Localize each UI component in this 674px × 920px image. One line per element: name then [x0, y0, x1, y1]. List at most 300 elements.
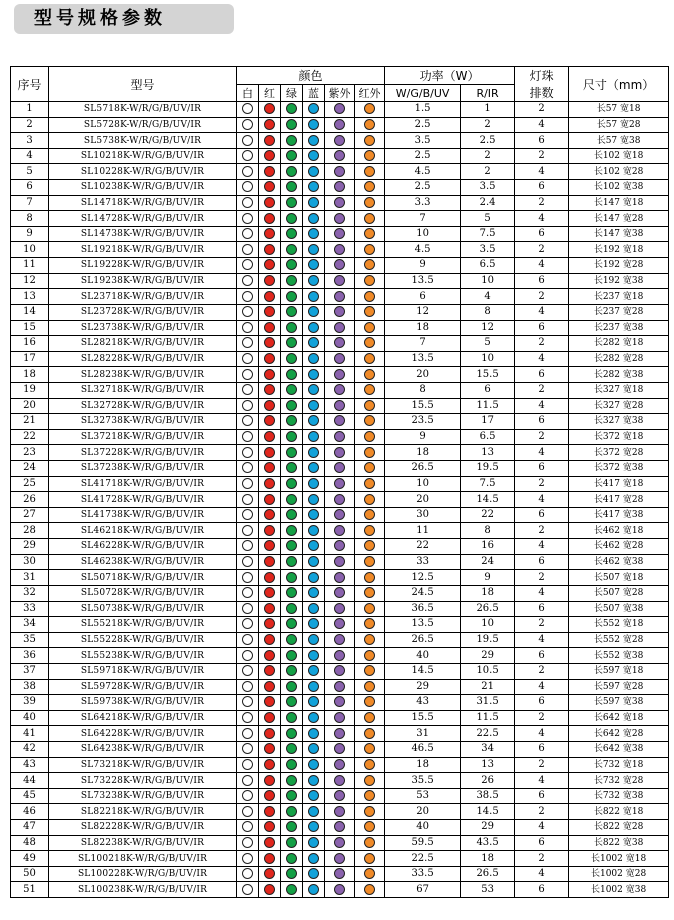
table-row — [11, 102, 669, 118]
purple-led-dot-icon — [334, 743, 345, 754]
white-led-dot-icon — [242, 447, 253, 458]
orange-led-dot-icon — [364, 431, 375, 442]
color-cell-red — [259, 102, 281, 118]
row-index: 48 — [11, 835, 49, 851]
color-cell-green — [281, 585, 303, 601]
color-cell-blue — [303, 617, 325, 633]
row-model: SL50738K-W/R/G/B/UV/IR — [49, 601, 237, 617]
color-cell-purple — [325, 273, 355, 289]
color-cell-orange — [355, 741, 385, 757]
row-model: SL46218K-W/R/G/B/UV/IR — [49, 523, 237, 539]
row-index: 46 — [11, 804, 49, 820]
red-led-dot-icon — [264, 462, 275, 473]
color-cell-orange — [355, 570, 385, 586]
row-power-rir: 29 — [461, 820, 515, 836]
purple-led-dot-icon — [334, 166, 345, 177]
white-led-dot-icon — [242, 306, 253, 317]
blue-led-dot-icon — [308, 603, 319, 614]
table-row — [11, 304, 669, 320]
red-led-dot-icon — [264, 790, 275, 801]
table-row — [11, 570, 669, 586]
table-row — [11, 741, 669, 757]
table-row — [11, 273, 669, 289]
row-power-rir: 34 — [461, 741, 515, 757]
green-led-dot-icon — [286, 884, 297, 895]
row-power-wgbuv: 18 — [385, 757, 461, 773]
row-power-rir: 29 — [461, 648, 515, 664]
purple-led-dot-icon — [334, 775, 345, 786]
row-model: SL100238K-W/R/G/B/UV/IR — [49, 882, 237, 898]
color-cell-orange — [355, 695, 385, 711]
row-power-rir: 2.5 — [461, 133, 515, 149]
white-led-dot-icon — [242, 259, 253, 270]
row-led-rows: 6 — [515, 461, 569, 477]
blue-led-dot-icon — [308, 213, 319, 224]
color-cell-purple — [325, 102, 355, 118]
row-led-rows: 4 — [515, 398, 569, 414]
color-cell-orange — [355, 117, 385, 133]
table-row — [11, 710, 669, 726]
row-power-rir: 15.5 — [461, 367, 515, 383]
blue-led-dot-icon — [308, 353, 319, 364]
color-cell-blue — [303, 429, 325, 445]
table-row — [11, 648, 669, 664]
row-power-rir: 43.5 — [461, 835, 515, 851]
row-model: SL41718K-W/R/G/B/UV/IR — [49, 476, 237, 492]
row-model: SL19238K-W/R/G/B/UV/IR — [49, 273, 237, 289]
table-row — [11, 663, 669, 679]
row-power-rir: 19.5 — [461, 461, 515, 477]
color-cell-green — [281, 679, 303, 695]
row-size: 长327 宽38 — [569, 414, 669, 430]
green-led-dot-icon — [286, 696, 297, 707]
white-led-dot-icon — [242, 291, 253, 302]
orange-led-dot-icon — [364, 525, 375, 536]
color-cell-orange — [355, 133, 385, 149]
green-led-dot-icon — [286, 525, 297, 536]
color-cell-white — [237, 648, 259, 664]
blue-led-dot-icon — [308, 509, 319, 520]
purple-led-dot-icon — [334, 509, 345, 520]
color-cell-blue — [303, 585, 325, 601]
green-led-dot-icon — [286, 400, 297, 411]
row-power-wgbuv: 2.5 — [385, 180, 461, 196]
color-cell-white — [237, 211, 259, 227]
row-index: 15 — [11, 320, 49, 336]
color-cell-purple — [325, 539, 355, 555]
color-cell-blue — [303, 133, 325, 149]
row-model: SL50718K-W/R/G/B/UV/IR — [49, 570, 237, 586]
row-led-rows: 2 — [515, 242, 569, 258]
purple-led-dot-icon — [334, 384, 345, 395]
color-cell-green — [281, 258, 303, 274]
purple-led-dot-icon — [334, 213, 345, 224]
table-row — [11, 492, 669, 508]
white-led-dot-icon — [242, 525, 253, 536]
color-cell-blue — [303, 679, 325, 695]
row-index: 1 — [11, 102, 49, 118]
row-model: SL28238K-W/R/G/B/UV/IR — [49, 367, 237, 383]
color-cell-orange — [355, 773, 385, 789]
table-row — [11, 851, 669, 867]
color-cell-orange — [355, 726, 385, 742]
row-led-rows: 2 — [515, 476, 569, 492]
row-led-rows: 6 — [515, 507, 569, 523]
row-power-wgbuv: 46.5 — [385, 741, 461, 757]
orange-led-dot-icon — [364, 353, 375, 364]
color-cell-purple — [325, 164, 355, 180]
white-led-dot-icon — [242, 821, 253, 832]
row-index: 25 — [11, 476, 49, 492]
purple-led-dot-icon — [334, 494, 345, 505]
table-row — [11, 773, 669, 789]
row-led-rows: 2 — [515, 617, 569, 633]
white-led-dot-icon — [242, 650, 253, 661]
row-led-rows: 6 — [515, 554, 569, 570]
row-power-wgbuv: 13.5 — [385, 273, 461, 289]
green-led-dot-icon — [286, 197, 297, 208]
row-size: 长1002 宽28 — [569, 866, 669, 882]
color-cell-red — [259, 289, 281, 305]
white-led-dot-icon — [242, 478, 253, 489]
blue-led-dot-icon — [308, 790, 319, 801]
orange-led-dot-icon — [364, 540, 375, 551]
red-led-dot-icon — [264, 540, 275, 551]
color-cell-white — [237, 804, 259, 820]
row-power-rir: 14.5 — [461, 492, 515, 508]
color-cell-green — [281, 211, 303, 227]
table-row — [11, 289, 669, 305]
red-led-dot-icon — [264, 259, 275, 270]
row-index: 34 — [11, 617, 49, 633]
color-cell-blue — [303, 273, 325, 289]
color-cell-red — [259, 710, 281, 726]
white-led-dot-icon — [242, 462, 253, 473]
row-power-wgbuv: 10 — [385, 476, 461, 492]
row-model: SL59738K-W/R/G/B/UV/IR — [49, 695, 237, 711]
red-led-dot-icon — [264, 634, 275, 645]
row-power-wgbuv: 15.5 — [385, 398, 461, 414]
red-led-dot-icon — [264, 665, 275, 676]
purple-led-dot-icon — [334, 478, 345, 489]
row-model: SL64218K-W/R/G/B/UV/IR — [49, 710, 237, 726]
orange-led-dot-icon — [364, 197, 375, 208]
color-cell-white — [237, 710, 259, 726]
blue-led-dot-icon — [308, 884, 319, 895]
color-cell-white — [237, 445, 259, 461]
color-cell-red — [259, 757, 281, 773]
row-index: 11 — [11, 258, 49, 274]
color-cell-green — [281, 570, 303, 586]
table-row — [11, 695, 669, 711]
color-cell-orange — [355, 663, 385, 679]
row-size: 长237 宽18 — [569, 289, 669, 305]
table-row — [11, 148, 669, 164]
purple-led-dot-icon — [334, 181, 345, 192]
color-cell-orange — [355, 258, 385, 274]
red-led-dot-icon — [264, 135, 275, 146]
row-index: 18 — [11, 367, 49, 383]
row-model: SL5738K-W/R/G/B/UV/IR — [49, 133, 237, 149]
green-led-dot-icon — [286, 618, 297, 629]
blue-led-dot-icon — [308, 275, 319, 286]
blue-led-dot-icon — [308, 494, 319, 505]
row-power-wgbuv: 8 — [385, 382, 461, 398]
white-led-dot-icon — [242, 213, 253, 224]
blue-led-dot-icon — [308, 743, 319, 754]
row-model: SL46238K-W/R/G/B/UV/IR — [49, 554, 237, 570]
table-row — [11, 554, 669, 570]
row-model: SL10238K-W/R/G/B/UV/IR — [49, 180, 237, 196]
color-cell-purple — [325, 741, 355, 757]
green-led-dot-icon — [286, 634, 297, 645]
row-size: 长237 宽38 — [569, 320, 669, 336]
row-led-rows: 4 — [515, 304, 569, 320]
orange-led-dot-icon — [364, 259, 375, 270]
blue-led-dot-icon — [308, 244, 319, 255]
color-cell-orange — [355, 164, 385, 180]
blue-led-dot-icon — [308, 322, 319, 333]
blue-led-dot-icon — [308, 759, 319, 770]
green-led-dot-icon — [286, 759, 297, 770]
purple-led-dot-icon — [334, 618, 345, 629]
row-size: 长282 宽18 — [569, 336, 669, 352]
color-cell-purple — [325, 320, 355, 336]
row-power-wgbuv: 31 — [385, 726, 461, 742]
red-led-dot-icon — [264, 291, 275, 302]
color-cell-white — [237, 539, 259, 555]
row-index: 38 — [11, 679, 49, 695]
row-power-rir: 10 — [461, 273, 515, 289]
row-led-rows: 4 — [515, 585, 569, 601]
color-cell-blue — [303, 523, 325, 539]
color-cell-blue — [303, 195, 325, 211]
green-led-dot-icon — [286, 665, 297, 676]
red-led-dot-icon — [264, 431, 275, 442]
row-model: SL14728K-W/R/G/B/UV/IR — [49, 211, 237, 227]
purple-led-dot-icon — [334, 447, 345, 458]
white-led-dot-icon — [242, 400, 253, 411]
color-cell-blue — [303, 367, 325, 383]
color-cell-blue — [303, 180, 325, 196]
color-cell-orange — [355, 102, 385, 118]
row-size: 长102 宽18 — [569, 148, 669, 164]
row-size: 长597 宽38 — [569, 695, 669, 711]
green-led-dot-icon — [286, 415, 297, 426]
white-led-dot-icon — [242, 509, 253, 520]
color-cell-green — [281, 820, 303, 836]
purple-led-dot-icon — [334, 306, 345, 317]
color-cell-white — [237, 117, 259, 133]
color-cell-white — [237, 180, 259, 196]
row-size: 长822 宽18 — [569, 804, 669, 820]
row-led-rows: 2 — [515, 429, 569, 445]
row-power-wgbuv: 9 — [385, 429, 461, 445]
purple-led-dot-icon — [334, 728, 345, 739]
row-power-wgbuv: 40 — [385, 820, 461, 836]
blue-led-dot-icon — [308, 462, 319, 473]
color-cell-purple — [325, 242, 355, 258]
table-row — [11, 320, 669, 336]
color-cell-green — [281, 429, 303, 445]
color-cell-white — [237, 102, 259, 118]
row-led-rows: 2 — [515, 851, 569, 867]
row-size: 长57 宽38 — [569, 133, 669, 149]
row-model: SL59728K-W/R/G/B/UV/IR — [49, 679, 237, 695]
orange-led-dot-icon — [364, 712, 375, 723]
red-led-dot-icon — [264, 322, 275, 333]
row-model: SL23728K-W/R/G/B/UV/IR — [49, 304, 237, 320]
green-led-dot-icon — [286, 821, 297, 832]
header-color-red: 红 — [259, 85, 281, 102]
orange-led-dot-icon — [364, 494, 375, 505]
table-row — [11, 820, 669, 836]
color-cell-red — [259, 133, 281, 149]
purple-led-dot-icon — [334, 665, 345, 676]
row-led-rows: 4 — [515, 445, 569, 461]
color-cell-white — [237, 679, 259, 695]
table-row — [11, 211, 669, 227]
color-cell-red — [259, 304, 281, 320]
page-title: 型号规格参数 — [34, 8, 166, 29]
row-model: SL32728K-W/R/G/B/UV/IR — [49, 398, 237, 414]
row-led-rows: 2 — [515, 382, 569, 398]
color-cell-blue — [303, 351, 325, 367]
color-cell-purple — [325, 195, 355, 211]
row-model: SL5728K-W/R/G/B/UV/IR — [49, 117, 237, 133]
row-power-rir: 17 — [461, 414, 515, 430]
color-cell-orange — [355, 820, 385, 836]
orange-led-dot-icon — [364, 665, 375, 676]
green-led-dot-icon — [286, 228, 297, 239]
green-led-dot-icon — [286, 712, 297, 723]
color-cell-purple — [325, 866, 355, 882]
orange-led-dot-icon — [364, 790, 375, 801]
color-cell-red — [259, 258, 281, 274]
header-led-rows-line2: 排数 — [529, 86, 554, 100]
color-cell-purple — [325, 617, 355, 633]
green-led-dot-icon — [286, 837, 297, 848]
color-cell-green — [281, 866, 303, 882]
row-power-rir: 11.5 — [461, 398, 515, 414]
header-color-blue: 蓝 — [303, 85, 325, 102]
orange-led-dot-icon — [364, 868, 375, 879]
row-index: 9 — [11, 226, 49, 242]
row-size: 长282 宽28 — [569, 351, 669, 367]
color-cell-blue — [303, 320, 325, 336]
row-power-wgbuv: 18 — [385, 445, 461, 461]
row-power-rir: 14.5 — [461, 804, 515, 820]
row-index: 42 — [11, 741, 49, 757]
color-cell-purple — [325, 835, 355, 851]
blue-led-dot-icon — [308, 634, 319, 645]
row-index: 36 — [11, 648, 49, 664]
color-cell-orange — [355, 226, 385, 242]
color-cell-white — [237, 726, 259, 742]
color-cell-orange — [355, 289, 385, 305]
row-model: SL100218K-W/R/G/B/UV/IR — [49, 851, 237, 867]
table-row — [11, 382, 669, 398]
orange-led-dot-icon — [364, 462, 375, 473]
white-led-dot-icon — [242, 853, 253, 864]
row-size: 长327 宽28 — [569, 398, 669, 414]
white-led-dot-icon — [242, 712, 253, 723]
red-led-dot-icon — [264, 306, 275, 317]
red-led-dot-icon — [264, 587, 275, 598]
color-cell-orange — [355, 429, 385, 445]
color-cell-white — [237, 788, 259, 804]
row-size: 长147 宽28 — [569, 211, 669, 227]
green-led-dot-icon — [286, 103, 297, 114]
color-cell-blue — [303, 476, 325, 492]
row-power-rir: 6 — [461, 382, 515, 398]
white-led-dot-icon — [242, 353, 253, 364]
row-size: 长642 宽38 — [569, 741, 669, 757]
row-model: SL19218K-W/R/G/B/UV/IR — [49, 242, 237, 258]
color-cell-blue — [303, 695, 325, 711]
row-size: 长192 宽38 — [569, 273, 669, 289]
row-model: SL46228K-W/R/G/B/UV/IR — [49, 539, 237, 555]
color-cell-white — [237, 351, 259, 367]
color-cell-orange — [355, 866, 385, 882]
color-cell-purple — [325, 133, 355, 149]
color-cell-red — [259, 648, 281, 664]
color-cell-red — [259, 242, 281, 258]
row-led-rows: 4 — [515, 211, 569, 227]
row-model: SL37228K-W/R/G/B/UV/IR — [49, 445, 237, 461]
row-index: 29 — [11, 539, 49, 555]
table-row — [11, 367, 669, 383]
row-size: 长552 宽28 — [569, 632, 669, 648]
red-led-dot-icon — [264, 775, 275, 786]
color-cell-blue — [303, 773, 325, 789]
color-cell-white — [237, 632, 259, 648]
green-led-dot-icon — [286, 369, 297, 380]
color-cell-green — [281, 523, 303, 539]
color-cell-green — [281, 601, 303, 617]
row-power-wgbuv: 4.5 — [385, 164, 461, 180]
color-cell-green — [281, 117, 303, 133]
row-led-rows: 4 — [515, 866, 569, 882]
row-power-rir: 2.4 — [461, 195, 515, 211]
row-power-wgbuv: 15.5 — [385, 710, 461, 726]
color-cell-orange — [355, 180, 385, 196]
table-row — [11, 133, 669, 149]
table-row — [11, 180, 669, 196]
purple-led-dot-icon — [334, 853, 345, 864]
purple-led-dot-icon — [334, 135, 345, 146]
color-cell-white — [237, 133, 259, 149]
row-power-wgbuv: 36.5 — [385, 601, 461, 617]
table-row — [11, 398, 669, 414]
row-power-rir: 16 — [461, 539, 515, 555]
row-power-wgbuv: 59.5 — [385, 835, 461, 851]
color-cell-orange — [355, 336, 385, 352]
row-model: SL82218K-W/R/G/B/UV/IR — [49, 804, 237, 820]
orange-led-dot-icon — [364, 587, 375, 598]
table-row — [11, 726, 669, 742]
color-cell-red — [259, 351, 281, 367]
row-model: SL32738K-W/R/G/B/UV/IR — [49, 414, 237, 430]
header-power-wgbuv: W/G/B/UV — [385, 85, 461, 102]
color-cell-red — [259, 195, 281, 211]
row-size: 长552 宽38 — [569, 648, 669, 664]
color-cell-orange — [355, 554, 385, 570]
green-led-dot-icon — [286, 462, 297, 473]
color-cell-green — [281, 663, 303, 679]
color-cell-white — [237, 835, 259, 851]
row-power-rir: 2 — [461, 164, 515, 180]
